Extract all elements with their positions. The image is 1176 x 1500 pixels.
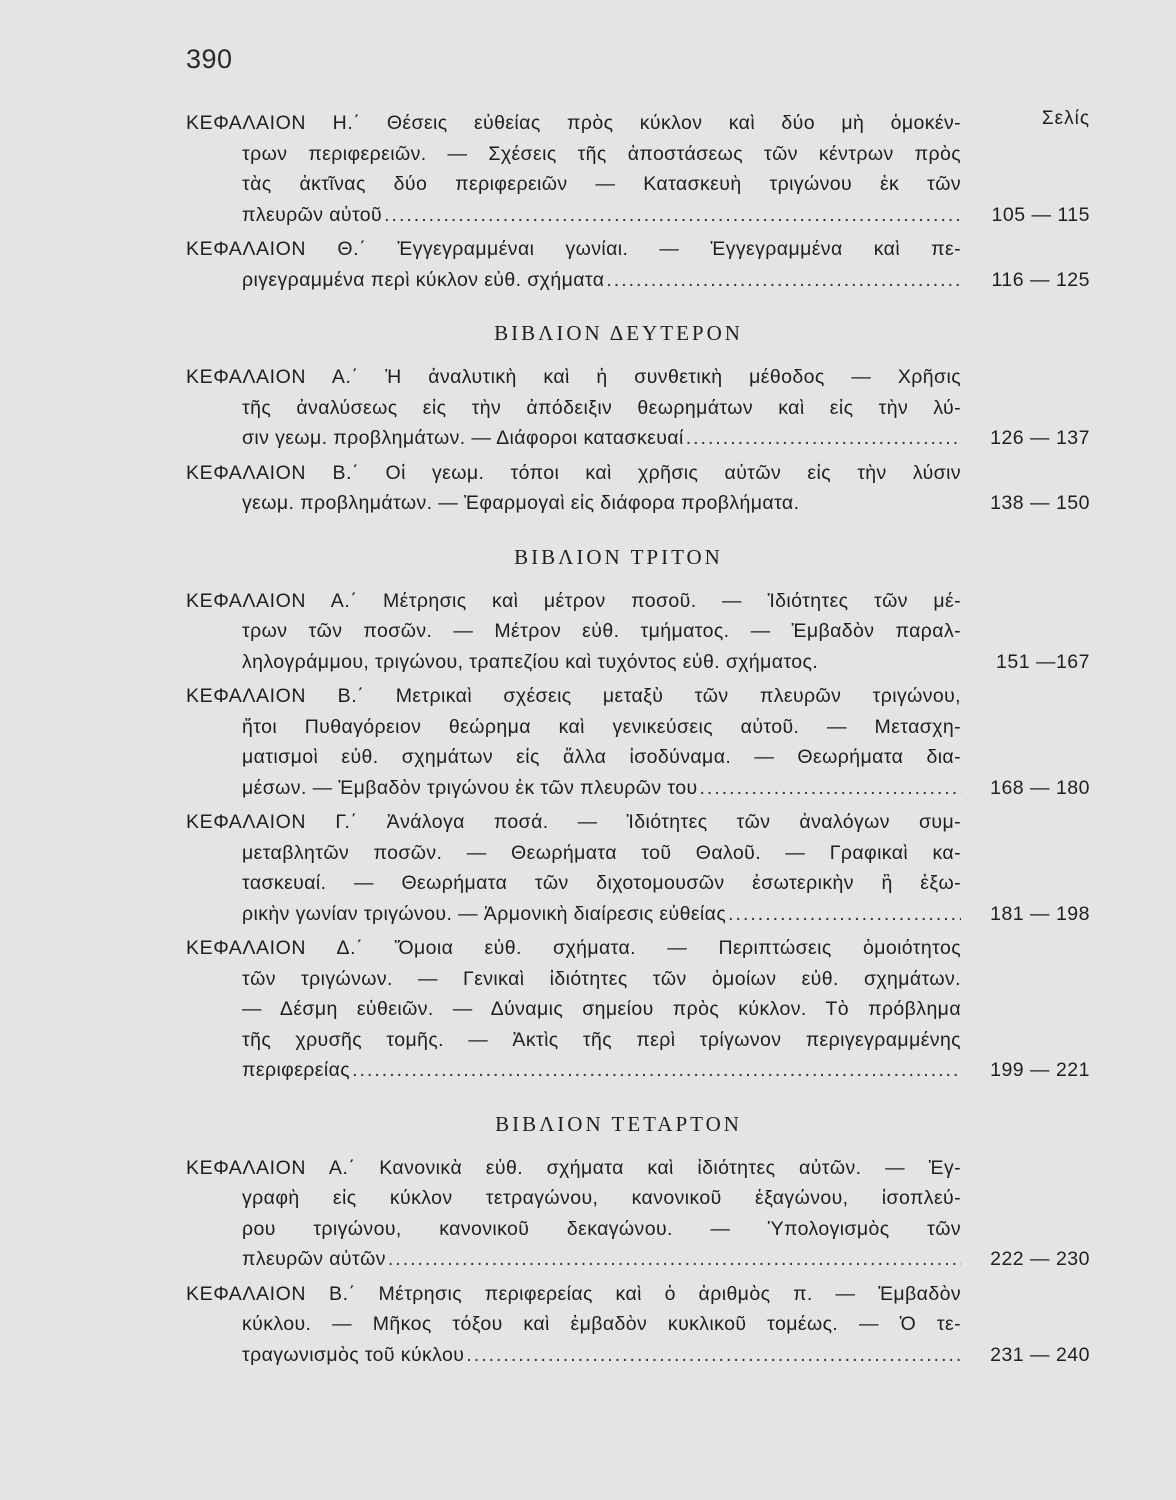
chapter-description-line: τραγωνισμὸς τοῦ κύκλου	[242, 1343, 465, 1366]
chapter-description-line: τρων περιφερειῶν. — Σχέσεις τῆς ἀποστάσεως τῶν κέντρων πρὸς	[242, 142, 961, 165]
chapter-description-line: κύκλου. — Μῆκος τόξου καὶ ἐμβαδὸν κυκλικοῦ τομέως. — Ὁ τε-	[242, 1313, 961, 1335]
chapter-description-line: τὰς ἀκτῖνας δύο περιφερειῶν — Κατασκευὴ τριγώνου ἐκ τῶν	[242, 173, 961, 195]
toc-entry	[186, 108, 1090, 230]
toc-entry	[186, 807, 1090, 929]
chapter-label: ΚΕΦΑΛΑΙΟΝ Θ.΄	[186, 238, 367, 260]
page-range: 116 — 125	[991, 268, 1090, 291]
dot-leader	[466, 1340, 961, 1371]
chapter-description-line: μέσων. — Ἐμβαδὸν τριγώνου ἐκ τῶν πλευρῶν του	[242, 776, 698, 799]
chapter-description-line: ληλογράμμου, τριγώνου, τραπεζίου καὶ τυχόντος εὐθ. σχήματος.	[242, 650, 819, 673]
dot-leader	[728, 899, 961, 930]
chapter-description-line: τῆς ἀναλύσεως εἰς τὴν ἀπόδειξιν θεωρημάτων καὶ εἰς τὴν λύ-	[242, 396, 961, 419]
toc-entry	[186, 362, 1090, 454]
chapter-description-line: τῆς χρυσῆς τομῆς. — Ἀκτὶς τῆς περὶ τρίγωνον περιγεγραμμένης	[242, 1028, 961, 1051]
chapter-description: Κανονικὰ εὐθ. σχήματα καὶ ἰδιότητες αὐτῶν. — Ἐγ-	[379, 1156, 961, 1179]
dot-leader	[700, 773, 961, 804]
chapter-description-line: μεταβλητῶν ποσῶν. — Θεωρήματα τοῦ Θαλοῦ. — Γραφικαὶ κα-	[242, 841, 961, 864]
pages-column-header: Σελίς	[1041, 108, 1090, 129]
page-range: 138 — 150	[990, 492, 1090, 514]
dot-leader	[606, 265, 961, 296]
dot-leader	[388, 1244, 961, 1275]
chapter-label: ΚΕΦΑΛΑΙΟΝ Β.΄	[186, 685, 365, 707]
book-section-title: ΒΙΒΛΙΟΝ ΔΕΥΤΕΡΟΝ	[494, 321, 743, 345]
toc-entry	[186, 1153, 1090, 1275]
chapter-label: ΚΕΦΑΛΑΙΟΝ Β.΄	[186, 461, 360, 484]
chapter-label: ΚΕΦΑΛΑΙΟΝ Δ.΄	[186, 937, 364, 959]
chapter-description-line: πλευρῶν αὐτῶν	[242, 1248, 386, 1270]
chapter-description-line: σιν γεωμ. προβλημάτων. — Διάφοροι κατασκευαί	[242, 427, 684, 449]
chapter-description-line: τῶν τριγώνων. — Γενικαὶ ἰδιότητες τῶν ὁμοίων εὐθ. σχημάτων.	[242, 967, 961, 990]
page-range: 168 — 180	[990, 776, 1090, 799]
chapter-description-line: γεωμ. προβλημάτων. — Ἐφαρμογαὶ εἰς διάφορα προβλήματα.	[242, 492, 800, 514]
page-range: 105 — 115	[991, 203, 1090, 226]
toc-entry	[186, 681, 1090, 803]
chapter-description-line: ριγεγραμμένα περὶ κύκλον εὐθ. σχήματα	[242, 268, 605, 291]
chapter-description: Θέσεις εὐθείας πρὸς κύκλον καὶ δύο μὴ ὁμοκέν-	[386, 112, 961, 134]
chapter-description: Οἱ γεωμ. τόποι καὶ χρῆσις αὐτῶν εἰς τὴν λύσιν	[385, 461, 961, 484]
page-range: 199 — 221	[990, 1059, 1090, 1081]
chapter-label: ΚΕΦΑΛΑΙΟΝ Α.΄	[186, 366, 359, 388]
toc-entry	[186, 933, 1090, 1086]
dot-leader	[384, 200, 961, 231]
chapter-description: Ὅμοια εὐθ. σχήματα. — Περιπτώσεις ὁμοιότητος	[394, 937, 961, 959]
chapter-label: ΚΕΦΑΛΑΙΟΝ Η.΄	[186, 112, 361, 134]
chapter-label: ΚΕΦΑΛΑΙΟΝ Α.΄	[186, 1156, 356, 1179]
dot-leader	[352, 1055, 961, 1086]
chapter-description-line: τρων τῶν ποσῶν. — Μέτρον εὐθ. τμήματος. — Ἐμβαδὸν παραλ-	[242, 620, 961, 642]
chapter-description: Ἀνάλογα ποσά. — Ἰδιότητες τῶν ἀναλόγων συμ-	[386, 811, 961, 833]
page-range: 222 — 230	[990, 1248, 1090, 1270]
chapter-description-line: πλευρῶν αὐτοῦ	[242, 203, 383, 226]
page-range: 151 —167	[996, 650, 1090, 673]
chapter-description-line: ἤτοι Πυθαγόρειον θεώρημα καὶ γενικεύσεις αὐτοῦ. — Μετασχη-	[242, 715, 961, 738]
chapter-description-line: — Δέσμη εὐθειῶν. — Δύναμις σημείου πρὸς κύκλον. Τὸ πρόβλημα	[242, 998, 961, 1020]
chapter-description: Μέτρησις καὶ μέτρον ποσοῦ. — Ἰδιότητες τῶν μέ-	[383, 589, 961, 612]
page-range: 231 — 240	[990, 1343, 1090, 1366]
toc-entry	[186, 458, 1090, 519]
chapter-description-line: ρου τριγώνου, κανονικοῦ δεκαγώνου. — Ὑπολογισμὸς τῶν	[242, 1217, 961, 1240]
page-range: 181 — 198	[990, 902, 1090, 925]
toc-entry	[186, 586, 1090, 678]
page-number: 390	[186, 44, 233, 74]
chapter-description-line: περιφερείας	[242, 1059, 351, 1081]
toc-entry	[186, 1279, 1090, 1371]
chapter-description-line: ρικὴν γωνίαν τριγώνου. — Ἁρμονικὴ διαίρεσις εὐθείας	[242, 902, 727, 925]
toc-entry	[186, 234, 1090, 295]
book-section-title: ΒΙΒΛΙΟΝ ΤΕΤΑΡΤΟΝ	[495, 1111, 742, 1136]
table-of-contents	[186, 108, 1090, 1374]
chapter-description: Ἡ ἀναλυτικὴ καὶ ἡ συνθετικὴ μέθοδος — Χρῆσις	[385, 366, 961, 388]
chapter-description: Ἐγγεγραμμέναι γωνίαι. — Ἐγγεγραμμένα καὶ πε-	[397, 238, 961, 260]
chapter-description-line: ματισμοὶ εὐθ. σχημάτων εἰς ἄλλα ἰσοδύναμα. — Θεωρήματα δια-	[242, 746, 961, 768]
chapter-label: ΚΕΦΑΛΑΙΟΝ Β.΄	[186, 1282, 356, 1305]
chapter-description: Μέτρησις περιφερείας καὶ ὁ ἀριθμὸς π. — Ἐμβαδὸν	[378, 1282, 961, 1305]
chapter-label: ΚΕΦΑΛΑΙΟΝ Α.΄	[186, 589, 358, 612]
page-range: 126 — 137	[990, 427, 1090, 449]
dot-leader	[686, 423, 961, 454]
chapter-description: Μετρικαὶ σχέσεις μεταξὺ τῶν πλευρῶν τριγώνου,	[395, 685, 961, 707]
chapter-description-line: γραφὴ εἰς κύκλον τετραγώνου, κανονικοῦ ἑξαγώνου, ἰσοπλεύ-	[242, 1187, 961, 1209]
book-section-title: ΒΙΒΛΙΟΝ ΤΡΙΤΟΝ	[514, 544, 723, 569]
chapter-description-line: τασκευαί. — Θεωρήματα τῶν διχοτομουσῶν ἐσωτερικὴν ἢ ἐξω-	[242, 872, 961, 894]
chapter-label: ΚΕΦΑΛΑΙΟΝ Γ.΄	[186, 811, 358, 833]
